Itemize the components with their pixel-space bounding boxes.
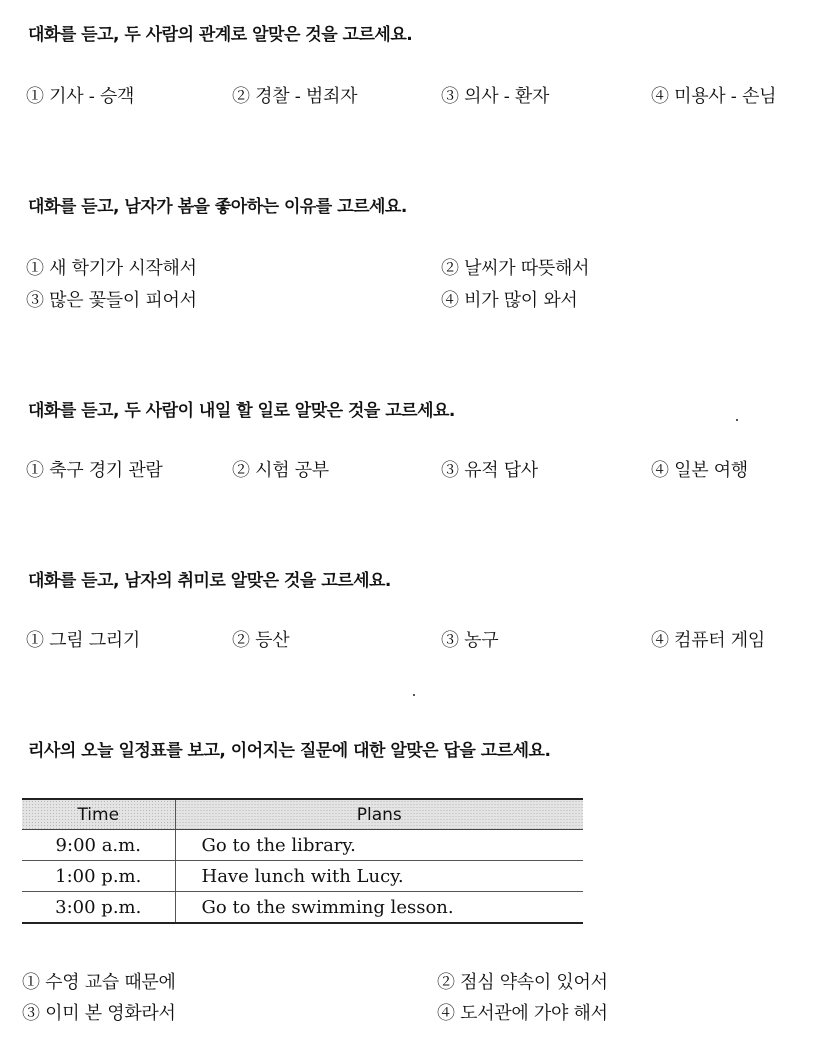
schedule-row	[22, 861, 583, 892]
question-4-option-1[interactable]: ① 그림 그리기	[26, 630, 140, 651]
question-4-option-2[interactable]: ② 등산	[232, 630, 290, 651]
schedule-time-cell: 9:00 a.m.	[22, 830, 175, 861]
question-5-option-1[interactable]: ① 수영 교습 때문에	[22, 972, 176, 993]
schedule-header-row	[22, 799, 583, 830]
question-1-option-1[interactable]: ① 기사 - 승객	[26, 86, 135, 107]
question-2-prompt: 대화를 듣고, 남자가 봄을 좋아하는 이유를 고르세요.	[28, 197, 407, 217]
question-3-option-1[interactable]: ① 축구 경기 관람	[26, 460, 163, 481]
scan-speck	[413, 694, 415, 696]
question-1-option-3[interactable]: ③ 의사 - 환자	[441, 86, 550, 107]
schedule-header-plans: Plans	[175, 799, 583, 830]
question-1-prompt: 대화를 듣고, 두 사람의 관계로 알맞은 것을 고르세요.	[28, 25, 413, 45]
question-1-option-4[interactable]: ④ 미용사 - 손님	[651, 86, 777, 107]
schedule-table	[22, 798, 583, 924]
schedule-time-cell: 3:00 p.m.	[22, 892, 175, 924]
schedule-plan-cell: Go to the library.	[175, 830, 583, 861]
question-3-option-3[interactable]: ③ 유적 답사	[441, 460, 538, 481]
question-3-prompt: 대화를 듣고, 두 사람이 내일 할 일로 알맞은 것을 고르세요.	[28, 401, 455, 421]
scan-speck	[736, 419, 738, 421]
schedule-header-time: Time	[22, 799, 175, 830]
schedule-row	[22, 892, 583, 924]
question-5-option-2[interactable]: ② 점심 약속이 있어서	[437, 972, 608, 993]
question-3-option-4[interactable]: ④ 일본 여행	[651, 460, 748, 481]
schedule-plan-cell: Go to the swimming lesson.	[175, 892, 583, 924]
schedule-plan-cell: Have lunch with Lucy.	[175, 861, 583, 892]
question-4-option-4[interactable]: ④ 컴퓨터 게임	[651, 630, 765, 651]
question-4-prompt: 대화를 듣고, 남자의 취미로 알맞은 것을 고르세요.	[28, 571, 391, 591]
question-4-option-3[interactable]: ③ 농구	[441, 630, 499, 651]
question-1-option-2[interactable]: ② 경찰 - 범죄자	[232, 86, 358, 107]
question-5-option-3[interactable]: ③ 이미 본 영화라서	[22, 1003, 176, 1024]
schedule-time-cell: 1:00 p.m.	[22, 861, 175, 892]
question-2-option-4[interactable]: ④ 비가 많이 와서	[441, 290, 578, 311]
question-2-option-1[interactable]: ① 새 학기가 시작해서	[26, 258, 197, 279]
question-3-option-2[interactable]: ② 시험 공부	[232, 460, 329, 481]
question-2-option-2[interactable]: ② 날씨가 따뜻해서	[441, 258, 590, 279]
question-5-prompt: 리사의 오늘 일정표를 보고, 이어지는 질문에 대한 알맞은 답을 고르세요.	[28, 741, 551, 761]
schedule-row	[22, 830, 583, 861]
question-5-option-4[interactable]: ④ 도서관에 가야 해서	[437, 1003, 608, 1024]
question-2-option-3[interactable]: ③ 많은 꽃들이 피어서	[26, 290, 197, 311]
